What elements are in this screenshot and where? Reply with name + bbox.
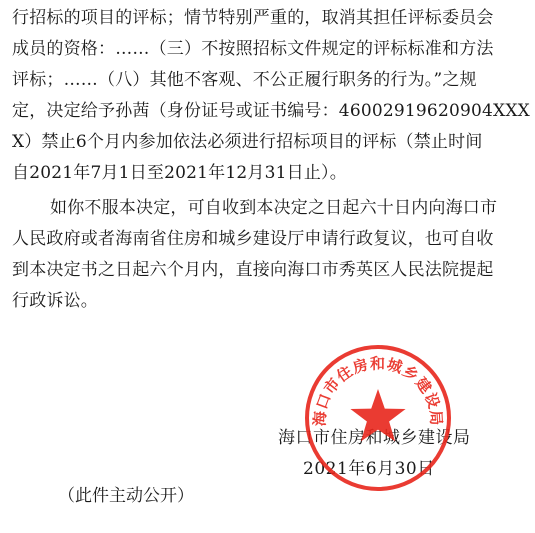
star-icon [350,389,405,441]
issue-date: 2021年6月30日 [303,459,435,479]
body-line-4: 定，决定给予孙茜（身份证号或证书编号：46002919620904XXX [12,101,530,121]
seal-text: 海口市住房和城乡建设局 [310,354,446,427]
paragraph2-line-4: 行政诉讼。 [12,291,98,311]
body-line-1: 行招标的项目的评标；情节特别严重的，取消其担任评标委员会 [12,8,494,28]
body-line-3: 评标；……（八）其他不客观、不公正履行职务的行为。”之规 [12,70,477,90]
body-line-5: X）禁止6个月内参加依法必须进行招标项目的评标（禁止时间 [12,132,483,152]
body-line-2: 成员的资格：……（三）不按照招标文件规定的评标标准和方法 [12,39,494,59]
body-line-6: 自2021年7月1日至2021年12月31日止）。 [12,163,347,183]
issuer-name: 海口市住房和城乡建设局 [278,428,471,448]
public-disclosure-note: （此件主动公开） [58,486,194,506]
paragraph2-line-3: 到本决定书之日起六个月内，直接向海口市秀英区人民法院提起 [12,260,494,280]
official-seal [303,343,453,493]
paragraph2-line-2: 人民政府或者海南省住房和城乡建设厅申请行政复议，也可自收 [12,229,494,249]
paragraph2-line-1: 如你不服本决定，可自收到本决定之日起六十日内向海口市 [50,198,498,218]
